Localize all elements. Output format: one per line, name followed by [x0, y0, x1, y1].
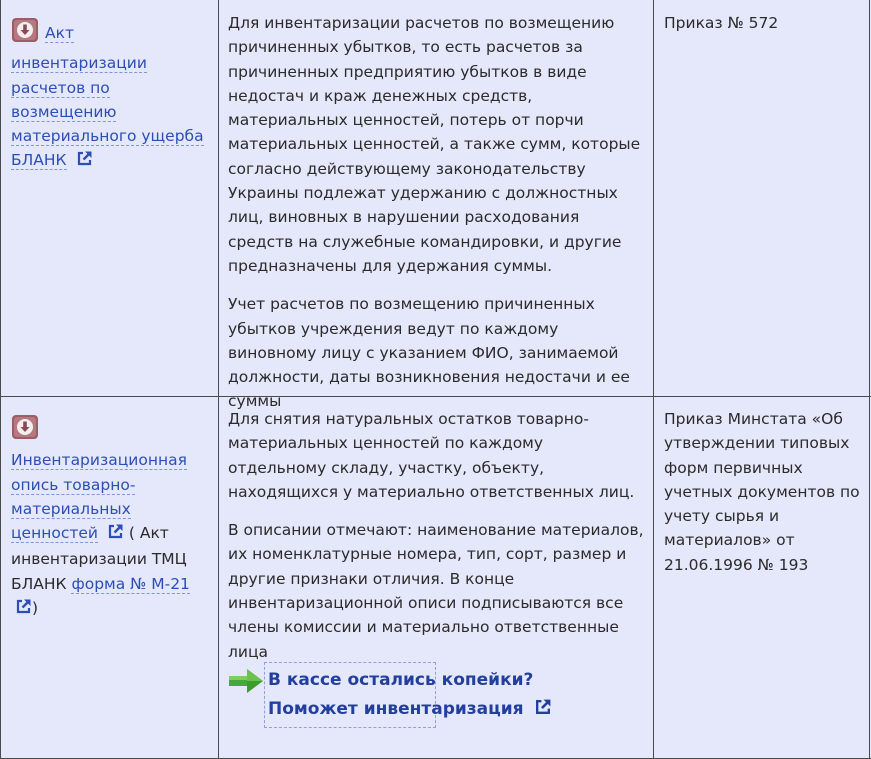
row2-doc-cell	[11, 413, 211, 622]
description-paragraph: Для снятия натуральных остатков товарно-материальных ценностей по каждому отдельному складу, участку, объекту, находящихся у материально ответственных лиц.	[228, 410, 635, 501]
external-link-icon[interactable]	[15, 598, 32, 622]
table-right-border	[869, 0, 870, 759]
external-link-icon[interactable]	[107, 523, 124, 547]
row2-description-cell	[228, 407, 646, 678]
description-paragraph: В описании отмечают: наименование материалов, их номенклатурные номера, тип, сорт, размер и другие признаки отличия. В конце инвентаризационной описи подписываются все члены комиссии и материально ответственные лица	[228, 521, 644, 661]
download-doc-icon[interactable]	[11, 413, 41, 448]
column-divider-1	[218, 0, 219, 759]
doc-link-inventory-list[interactable]: Инвентаризационная опись товарно-материальных ценностей	[11, 451, 187, 543]
external-link-icon[interactable]	[76, 150, 93, 174]
closing-paren: )	[32, 599, 39, 618]
green-arrow-icon	[228, 668, 264, 698]
row1-basis-cell: Приказ № 572	[664, 14, 779, 32]
table-left-border	[0, 0, 1, 759]
description-paragraph: Для инвентаризации расчетов по возмещению причиненных убытков, то есть расчетов за причиненных предприятию убытков в виде недостач и краж денежных средств, материальных ценностей, потерь от порчи материальных ценностей, а также сумм, которые согласно действующему законодательству Украины подлежат удержанию с должностных лиц, виновных в нарушении расходования средств на служебные командировки, и другие предназначены для удержания суммы.	[228, 14, 641, 275]
callout-link[interactable]	[268, 666, 628, 726]
doc-link-act-inventory[interactable]: Акт инвентаризации расчетов по возмещению материального ущерба	[11, 24, 204, 146]
row1-doc-cell	[11, 16, 211, 175]
form-m21-link[interactable]: форма № М-21	[71, 574, 190, 593]
description-paragraph: Учет расчетов по возмещению причиненных убытков учреждения ведут по каждому виновному лицу с указанием ФИО, занимаемой должности, даты возникновения недостачи и ее суммы	[228, 295, 630, 411]
download-doc-icon[interactable]	[11, 16, 41, 51]
callout-link-text[interactable]: В кассе остались копейки? Поможет инвентаризация	[268, 670, 534, 719]
blank-link[interactable]: БЛАНК	[11, 151, 67, 170]
external-link-icon[interactable]	[534, 697, 552, 726]
column-divider-2	[653, 0, 654, 759]
row1-description-cell	[228, 11, 646, 428]
act-text: ( Акт инвентаризации ТМЦ БЛАНК	[11, 524, 187, 593]
row2-basis-cell: Приказ Минстата «Об утверждении типовых форм первичных учетных документов по учету сырья и материалов» от 21.06.1996 № 193	[664, 410, 860, 574]
callout-link-block[interactable]	[228, 662, 648, 730]
